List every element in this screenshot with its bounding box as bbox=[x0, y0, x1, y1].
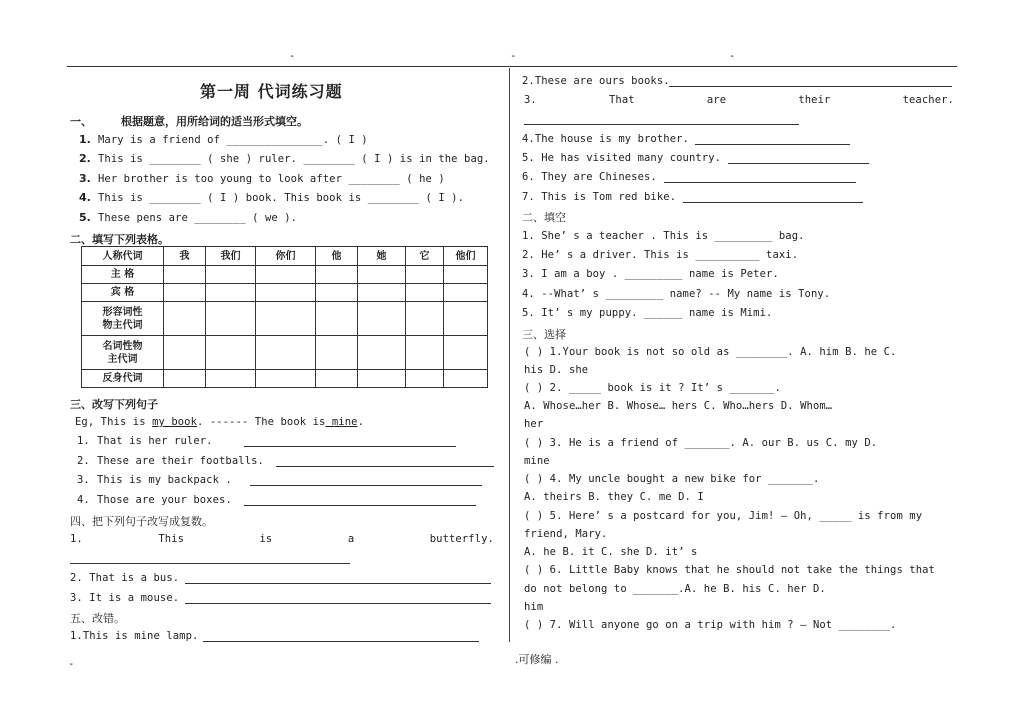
page-title: 第一周 代词练习题 bbox=[200, 82, 343, 101]
answer-line[interactable] bbox=[70, 563, 350, 564]
answer-line[interactable] bbox=[185, 583, 491, 584]
table-row-label: 主 格 bbox=[82, 266, 164, 284]
table-blank-cell[interactable] bbox=[444, 370, 488, 388]
table-row-label-line1: 形容词性 bbox=[102, 306, 143, 318]
table-blank-cell[interactable] bbox=[206, 336, 256, 370]
r3-line: ( ) 6. Little Baby knows that he should not take the things that bbox=[524, 564, 935, 576]
table-blank-cell[interactable] bbox=[406, 266, 444, 284]
s1-heading: 根据题意，用所给词的适当形式填空。 bbox=[121, 115, 308, 128]
s4-item2: 2. That is a bus. bbox=[70, 572, 180, 584]
table-blank-cell[interactable] bbox=[358, 370, 406, 388]
r3-line: his D. she bbox=[524, 364, 589, 376]
table-row-label-line1: 名词性物 bbox=[102, 340, 143, 352]
answer-line[interactable] bbox=[203, 641, 479, 642]
answer-line[interactable] bbox=[683, 202, 863, 203]
answer-line[interactable] bbox=[695, 144, 850, 145]
table-blank-cell[interactable] bbox=[316, 370, 358, 388]
table-blank-cell[interactable] bbox=[164, 266, 206, 284]
table-blank-cell[interactable] bbox=[406, 370, 444, 388]
table-row-label: 反身代词 bbox=[82, 370, 164, 388]
table-header-cell: 她 bbox=[358, 247, 406, 266]
table-row-label-line2: 物主代词 bbox=[102, 319, 143, 331]
table-blank-cell[interactable] bbox=[164, 302, 206, 336]
s3-item-num: 3. bbox=[77, 474, 90, 486]
r3-line: him bbox=[524, 601, 544, 613]
s3-eg-d: mine bbox=[325, 416, 358, 428]
table-blank-cell[interactable] bbox=[358, 284, 406, 302]
s3-item-num: 1. bbox=[77, 435, 90, 447]
answer-line[interactable] bbox=[250, 485, 482, 486]
table-blank-cell[interactable] bbox=[256, 370, 316, 388]
table-blank-cell[interactable] bbox=[164, 370, 206, 388]
s4-word: a bbox=[347, 533, 355, 545]
s3-item-text: This is my backpack . bbox=[97, 474, 232, 486]
r2-item: 5. It’ s my puppy. ______ name is Mimi. bbox=[522, 307, 773, 319]
s3-item-text: Those are your boxes. bbox=[97, 494, 232, 506]
table-blank-cell[interactable] bbox=[256, 336, 316, 370]
r2-item: 2. He’ s a driver. This is __________ taxi. bbox=[522, 249, 799, 261]
s3-heading: 三、改写下列句子 bbox=[70, 398, 158, 411]
s4-item1 bbox=[70, 533, 494, 545]
footer-text: .可修编 . bbox=[515, 653, 559, 666]
s3-item-text: That is her ruler. bbox=[97, 435, 213, 447]
table-blank-cell[interactable] bbox=[316, 336, 358, 370]
table-header-cell: 我 bbox=[164, 247, 206, 266]
r3-line: ( ) 7. Will anyone go on a trip with him ? — Not ________. bbox=[524, 619, 897, 631]
table-blank-cell[interactable] bbox=[444, 302, 488, 336]
s5-heading: 五、改错。 bbox=[70, 612, 125, 625]
answer-line[interactable] bbox=[244, 505, 476, 506]
table-header-cell: 人称代词 bbox=[82, 247, 164, 266]
s1-heading-num: 一、 bbox=[70, 115, 92, 128]
table-blank-cell[interactable] bbox=[316, 284, 358, 302]
s3-item-num: 2. bbox=[77, 455, 90, 467]
r2-item: 1. She’ s a teacher . This is _________ bag. bbox=[522, 230, 805, 242]
r3-line: A. theirs B. they C. me D. I bbox=[524, 491, 704, 503]
s1-item-num: 3. bbox=[79, 172, 91, 185]
s3-example bbox=[75, 416, 364, 428]
r1-word: their bbox=[798, 94, 831, 106]
s1-item-num: 2. bbox=[79, 152, 91, 165]
column-divider bbox=[509, 68, 510, 642]
table-header-cell: 他们 bbox=[444, 247, 488, 266]
r3-line: her bbox=[524, 418, 544, 430]
table-blank-cell[interactable] bbox=[444, 284, 488, 302]
r1-word: 3. bbox=[524, 94, 537, 106]
table-row-label-line2: 主代词 bbox=[107, 353, 138, 365]
r3-line: A. Whose…her B. Whose… hers C. Who…hers D. Whom… bbox=[524, 400, 833, 412]
footer-mark-left: - bbox=[68, 658, 75, 670]
s4-word: is bbox=[259, 533, 273, 545]
s1-item-text: Mary is a friend of _______________. ( I ) bbox=[98, 134, 368, 146]
r1-word: are bbox=[706, 94, 727, 106]
s1-item-num: 5. bbox=[79, 211, 91, 224]
r2-item: 4. --What’ s _________ name? -- My name is Tony. bbox=[522, 288, 831, 300]
table-blank-cell[interactable] bbox=[206, 284, 256, 302]
r3-line: ( ) 3. He is a friend of _______. A. our B. us C. my D. bbox=[524, 437, 878, 449]
s1-item-num: 4. bbox=[79, 191, 91, 204]
s4-word: 1. bbox=[70, 533, 83, 545]
table-blank-cell[interactable] bbox=[358, 302, 406, 336]
header-mark-right: - bbox=[729, 50, 736, 62]
table-blank-cell[interactable] bbox=[406, 302, 444, 336]
r1-item6: 6. They are Chineses. bbox=[522, 171, 657, 183]
table-blank-cell[interactable] bbox=[444, 336, 488, 370]
table-header-cell: 你们 bbox=[256, 247, 316, 266]
r3-line: mine bbox=[524, 455, 550, 467]
r3-heading: 三、选择 bbox=[522, 328, 566, 341]
answer-line[interactable] bbox=[524, 124, 799, 125]
s3-eg-c: . ------ The book is bbox=[197, 416, 326, 428]
s3-eg-e: . bbox=[357, 416, 364, 428]
s4-word: butterfly. bbox=[429, 533, 494, 545]
table-row-label: 宾 格 bbox=[82, 284, 164, 302]
r1-item2: 2.These are ours books. bbox=[522, 75, 670, 87]
table-blank-cell[interactable] bbox=[206, 266, 256, 284]
answer-line[interactable] bbox=[244, 446, 456, 447]
table-header-cell: 他 bbox=[316, 247, 358, 266]
r3-line: do not belong to _______.A. he B. his C. her D. bbox=[524, 583, 826, 595]
answer-line[interactable] bbox=[669, 86, 952, 87]
s1-item-num: 1. bbox=[79, 133, 91, 146]
table-blank-cell[interactable] bbox=[164, 284, 206, 302]
answer-line[interactable] bbox=[728, 163, 869, 164]
r1-item3 bbox=[524, 94, 954, 106]
s4-heading: 四、把下列句子改写成复数。 bbox=[70, 515, 213, 528]
r3-line: friend, Mary. bbox=[524, 528, 608, 540]
table-blank-cell[interactable] bbox=[206, 302, 256, 336]
s3-eg-a: Eg, This is bbox=[75, 416, 153, 428]
table-blank-cell[interactable] bbox=[256, 302, 316, 336]
table-blank-cell[interactable] bbox=[164, 336, 206, 370]
answer-line[interactable] bbox=[185, 603, 491, 604]
s5-item1: 1.This is mine lamp. bbox=[70, 630, 199, 642]
r3-line: ( ) 2. _____ book is it ? It’ s _______. bbox=[524, 382, 781, 394]
r3-line: A. he B. it C. she D. it’ s bbox=[524, 546, 698, 558]
header-rule bbox=[67, 66, 957, 67]
table-blank-cell[interactable] bbox=[406, 336, 444, 370]
s1-item-text: These pens are ________ ( we ). bbox=[98, 212, 298, 224]
r3-line: ( ) 5. Here’ s a postcard for you, Jim! — Oh, _____ is from my bbox=[524, 510, 923, 522]
header-mark-center: - bbox=[510, 50, 517, 62]
table-blank-cell[interactable] bbox=[256, 284, 316, 302]
s4-item3: 3. It is a mouse. bbox=[70, 592, 180, 604]
answer-line[interactable] bbox=[664, 182, 856, 183]
table-row-label bbox=[82, 336, 164, 370]
answer-line[interactable] bbox=[276, 466, 494, 467]
r1-item5: 5. He has visited many country. bbox=[522, 152, 722, 164]
s1-item-text: This is ________ ( she ) ruler. ________ ( I ) is in the bag. bbox=[98, 153, 490, 165]
pronoun-table bbox=[81, 246, 488, 388]
table-blank-cell[interactable] bbox=[358, 336, 406, 370]
s1-item-text: Her brother is too young to look after ________ ( he ) bbox=[98, 173, 445, 185]
r1-word: That bbox=[609, 94, 635, 106]
r1-item4: 4.The house is my brother. bbox=[522, 133, 689, 145]
s3-item-text: These are their footballs. bbox=[97, 455, 264, 467]
r2-heading: 二、填空 bbox=[522, 211, 566, 224]
table-blank-cell[interactable] bbox=[316, 302, 358, 336]
table-blank-cell[interactable] bbox=[256, 266, 316, 284]
table-header-cell: 我们 bbox=[206, 247, 256, 266]
table-blank-cell[interactable] bbox=[406, 284, 444, 302]
r3-line: ( ) 4. My uncle bought a new bike for _______. bbox=[524, 473, 820, 485]
table-blank-cell[interactable] bbox=[206, 370, 256, 388]
table-blank-cell[interactable] bbox=[358, 266, 406, 284]
s3-eg-b: my book bbox=[152, 416, 198, 428]
s2-heading: 二、填写下列表格。 bbox=[70, 233, 169, 246]
table-header-cell: 它 bbox=[406, 247, 444, 266]
table-row-label bbox=[82, 302, 164, 336]
s3-item-num: 4. bbox=[77, 494, 90, 506]
table-blank-cell[interactable] bbox=[444, 266, 488, 284]
r2-item: 3. I am a boy . _________ name is Peter. bbox=[522, 268, 779, 280]
r3-line: ( ) 1.Your book is not so old as ________. A. him B. he C. bbox=[524, 346, 897, 358]
s1-item-text: This is ________ ( I ) book. This book is ________ ( I ). bbox=[98, 192, 465, 204]
r1-item7: 7. This is Tom red bike. bbox=[522, 191, 677, 203]
table-blank-cell[interactable] bbox=[316, 266, 358, 284]
r1-word: teacher. bbox=[902, 94, 954, 106]
s4-word: This bbox=[158, 533, 185, 545]
header-mark-left: - bbox=[289, 50, 296, 62]
